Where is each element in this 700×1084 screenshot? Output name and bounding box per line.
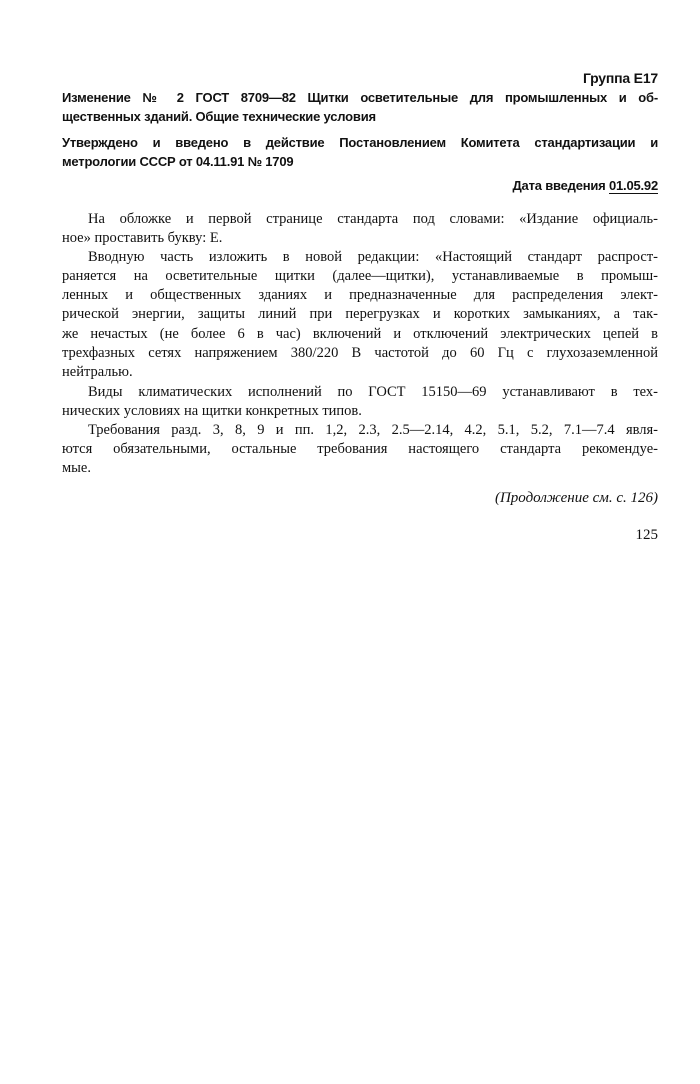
intro-date-label: Дата введения [512,178,606,193]
text-line: рической энергии, защиты линий при перегрузках и коротких замыканиях, а так- [62,306,658,322]
text-line: же нечастых (не более 6 в час) включений и отключений электрических цепей в [62,326,658,342]
intro-date [62,177,658,195]
text-line: ленных и общественных зданиях и предназначенные для распределения элект- [62,287,658,303]
text-line: Вводную часть изложить в новой редакции: «Настоящий стандарт распрост- [88,249,658,265]
approval-line: метрологии СССР от 04.11.91 № 1709 [62,154,294,169]
intro-date-value: 01.05.92 [608,178,658,193]
text-line: ное» проставить букву: Е. [62,230,223,246]
continuation-note: (Продолжение см. с. 126) [494,490,658,506]
text-line: Требования разд. 3, 8, 9 и пп. 1,2, 2.3, 2.5—2.14, 4.2, 5.1, 5.2, 7.1—7.4 явля- [88,422,658,438]
text-line: нейтралью. [62,364,133,380]
group-label: Группа Е17 [582,70,658,86]
text-line: Виды климатических исполнений по ГОСТ 15150—69 устанавливают в тех- [88,384,658,400]
text-line: ются обязательными, остальные требования настоящего стандарта рекомендуе- [62,441,658,457]
text-line: нических условиях на щитки конкретных типов. [62,403,362,419]
page-number: 125 [635,527,658,543]
title-line: Изменение № 2 ГОСТ 8709—82 Щитки осветительные для промышленных и об- [62,90,658,105]
text-line: На обложке и первой странице стандарта под словами: «Издание официаль- [88,211,658,227]
text-line: трехфазных сетях напряжением 380/220 В частотой до 60 Гц с глухозаземленной [62,345,658,361]
approval-line: Утверждено и введено в действие Постановлением Комитета стандартизации и [62,135,658,150]
text-line: раняется на осветительные щитки (далее—щитки), устанавливаемые в промыш- [62,268,658,284]
text-line: мые. [62,460,91,476]
title-line: щественных зданий. Общие технические условия [62,109,376,124]
